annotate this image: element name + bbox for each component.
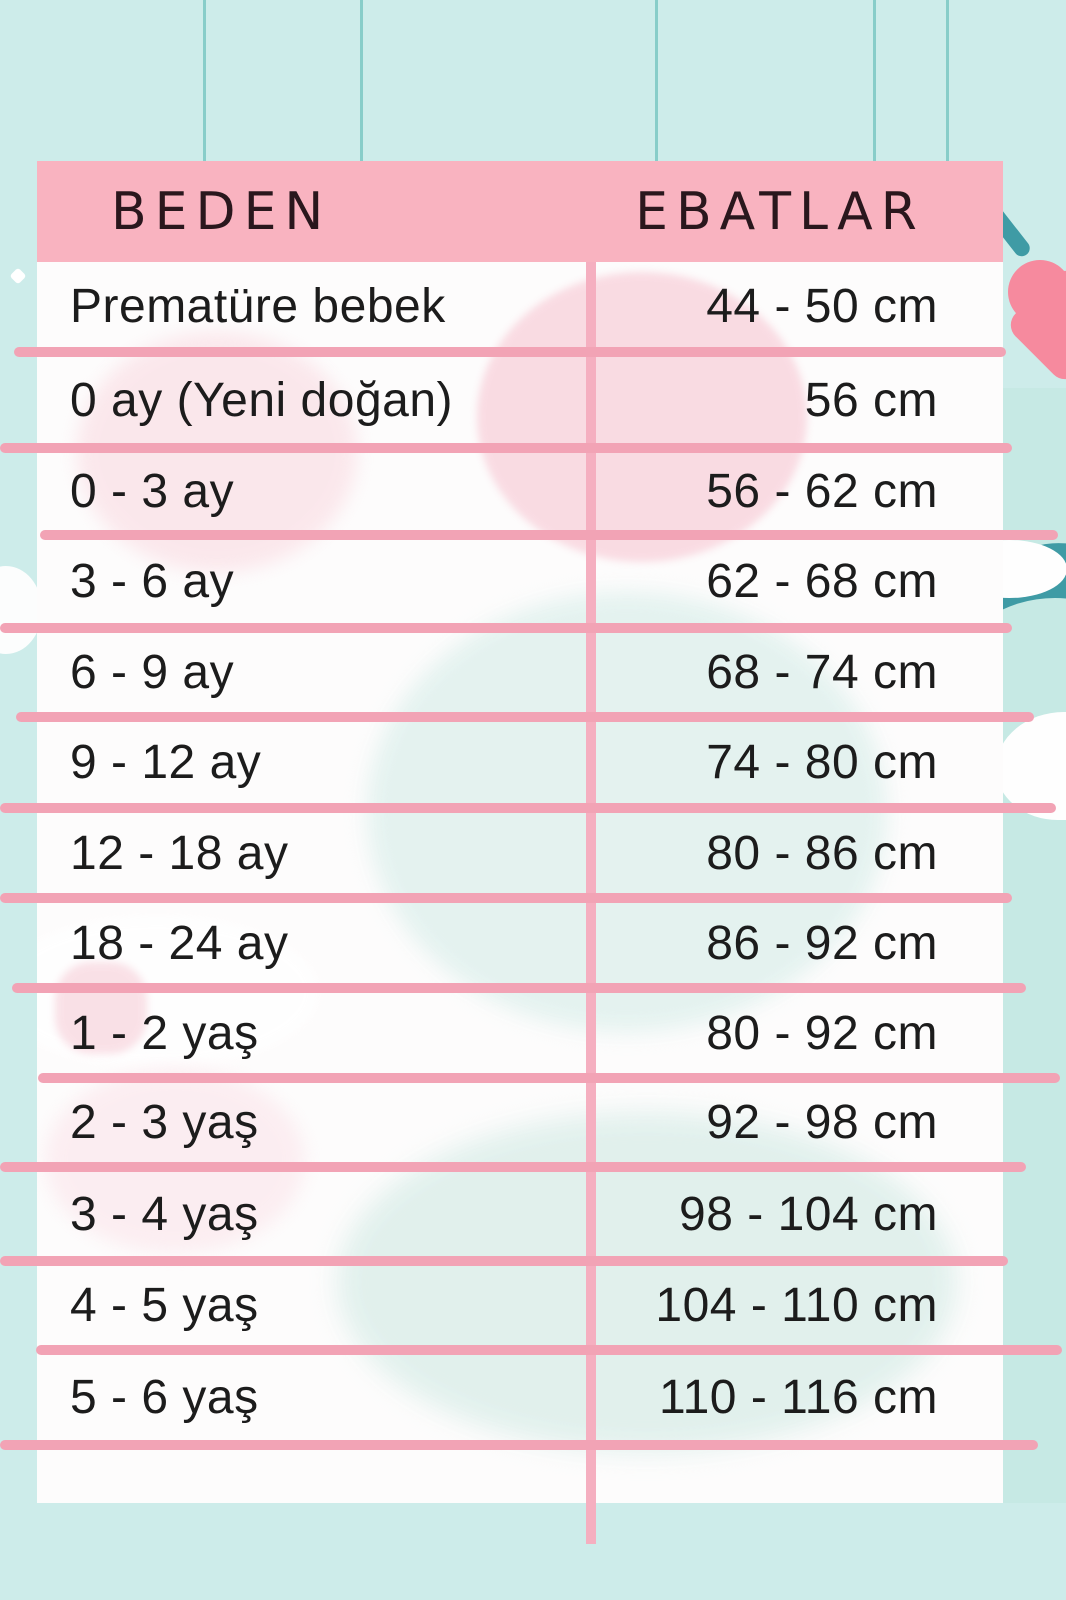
size-cell: 18 - 24 ay <box>70 917 289 970</box>
row-divider-line <box>38 1073 1060 1083</box>
size-cell: Prematüre bebek <box>70 280 446 333</box>
table-row <box>37 261 1003 353</box>
table-row <box>37 446 1003 538</box>
table-row <box>37 1260 1003 1352</box>
range-cell: 80 - 92 cm <box>706 1007 938 1060</box>
row-divider-line <box>40 530 1058 540</box>
range-cell: 68 - 74 cm <box>706 646 938 699</box>
size-cell: 3 - 6 ay <box>70 555 235 608</box>
row-divider-line <box>0 893 1012 903</box>
size-cell: 6 - 9 ay <box>70 646 235 699</box>
row-divider-line <box>0 443 1012 453</box>
row-divider-line <box>16 712 1034 722</box>
row-divider-line <box>36 1345 1062 1355</box>
size-cell: 2 - 3 yaş <box>70 1096 259 1149</box>
size-cell: 1 - 2 yaş <box>70 1007 259 1060</box>
table-row <box>37 536 1003 628</box>
range-cell: 80 - 86 cm <box>706 827 938 880</box>
table-row <box>37 1169 1003 1261</box>
table-row <box>37 808 1003 900</box>
size-cell: 0 ay (Yeni doğan) <box>70 374 454 427</box>
row-divider-line <box>0 1162 1026 1172</box>
row-divider-line <box>0 1440 1038 1450</box>
range-cell: 56 cm <box>804 374 938 427</box>
range-cell: 98 - 104 cm <box>679 1188 938 1241</box>
row-divider-line <box>0 623 1012 633</box>
table-row <box>37 1077 1003 1169</box>
range-cell: 104 - 110 cm <box>655 1279 938 1332</box>
size-cell: 3 - 4 yaş <box>70 1188 259 1241</box>
range-cell: 110 - 116 cm <box>658 1371 938 1424</box>
size-cell: 9 - 12 ay <box>70 736 262 789</box>
table-row <box>37 898 1003 990</box>
row-divider-line <box>0 803 1056 813</box>
size-cell: 0 - 3 ay <box>70 465 235 518</box>
range-cell: 62 - 68 cm <box>706 555 938 608</box>
table-row <box>37 355 1003 447</box>
table-row <box>37 988 1003 1080</box>
range-cell: 56 - 62 cm <box>706 465 938 518</box>
row-divider-line <box>14 347 1006 357</box>
range-cell: 86 - 92 cm <box>706 917 938 970</box>
range-cell: 44 - 50 cm <box>706 280 938 333</box>
table-row <box>37 1352 1003 1444</box>
range-cell: 74 - 80 cm <box>706 736 938 789</box>
table-row <box>37 717 1003 809</box>
size-cell: 5 - 6 yaş <box>70 1371 259 1424</box>
size-cell: 4 - 5 yaş <box>70 1279 259 1332</box>
size-cell: 12 - 18 ay <box>70 827 289 880</box>
column-header-beden: BEDEN <box>111 181 332 242</box>
row-divider-line <box>0 1256 1008 1266</box>
table-row <box>37 627 1003 719</box>
column-header-ebatlar: EBATLAR <box>635 181 925 242</box>
range-cell: 92 - 98 cm <box>706 1096 938 1149</box>
row-divider-line <box>12 983 1026 993</box>
